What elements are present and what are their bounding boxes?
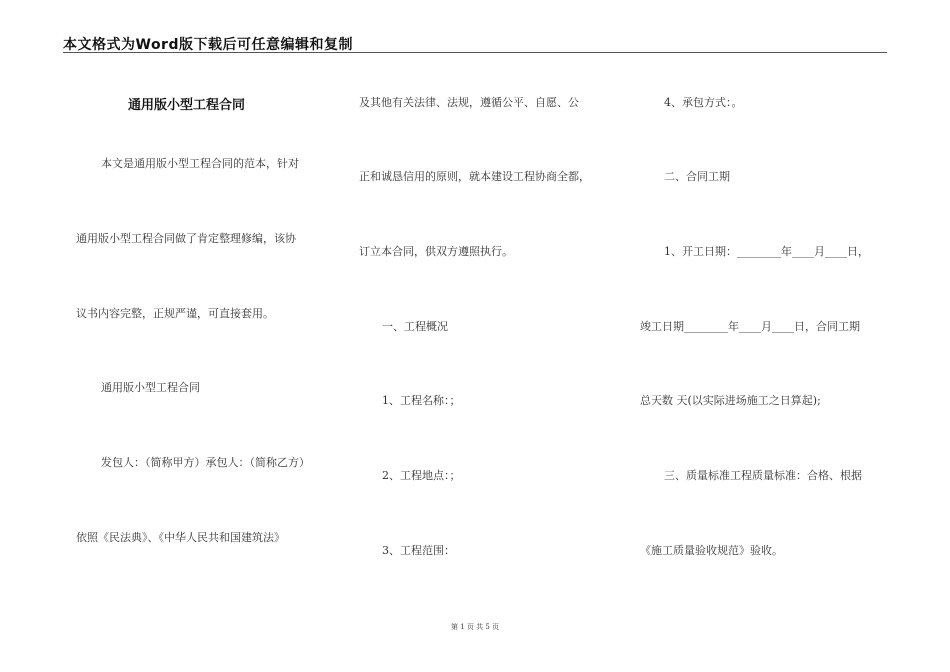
col1-line-5: 发包人：（简称甲方）承包人：（简称乙方） (101, 456, 310, 469)
col3-line-4: 竣工日期________年____月____日，合同工期 (640, 320, 860, 333)
header-rule (63, 52, 887, 53)
document-header: 本文格式为Word版下载后可任意编辑和复制 (63, 37, 353, 53)
col3-line-7: 《施工质量验收规范》验收。 (640, 544, 783, 557)
col3-line-6: 三、质量标准工程质量标准：合格、根据 (664, 469, 862, 482)
col2-line-4: 一、工程概况 (382, 320, 448, 333)
contract-title: 通用版小型工程合同 (128, 98, 246, 113)
col2-line-6: 2、工程地点：； (382, 469, 461, 482)
col3-line-5: 总天数 天(以实际进场施工之日算起); (640, 394, 821, 407)
col3-line-3: 1、开工日期：________年____月____日， (664, 245, 869, 258)
col3-line-1: 4、承包方式：。 (664, 96, 743, 109)
col2-line-7: 3、工程范围： (382, 544, 455, 557)
col1-line-6: 依照《民法典》、《中华人民共和国建筑法》 (76, 531, 285, 544)
col1-line-2: 通用版小型工程合同做了肯定整理修编，该协 (76, 232, 296, 245)
col2-line-1: 及其他有关法律、法规，遵循公平、自愿、公 (359, 96, 579, 109)
page-footer: 第 1 页 共 5 页 (450, 623, 500, 631)
col1-line-3: 议书内容完整，正规严谨，可直接套用。 (76, 307, 274, 320)
col1-line-1: 本文是通用版小型工程合同的范本，针对 (101, 157, 299, 170)
col2-line-3: 订立本合同，供双方遵照执行。 (359, 245, 513, 258)
col2-line-2: 正和诚恳信用的原则，就本建设工程协商全都， (359, 170, 590, 183)
col1-line-4: 通用版小型工程合同 (101, 381, 200, 394)
col3-line-2: 二、合同工期 (664, 170, 730, 183)
col2-line-5: 1、工程名称：； (382, 394, 461, 407)
